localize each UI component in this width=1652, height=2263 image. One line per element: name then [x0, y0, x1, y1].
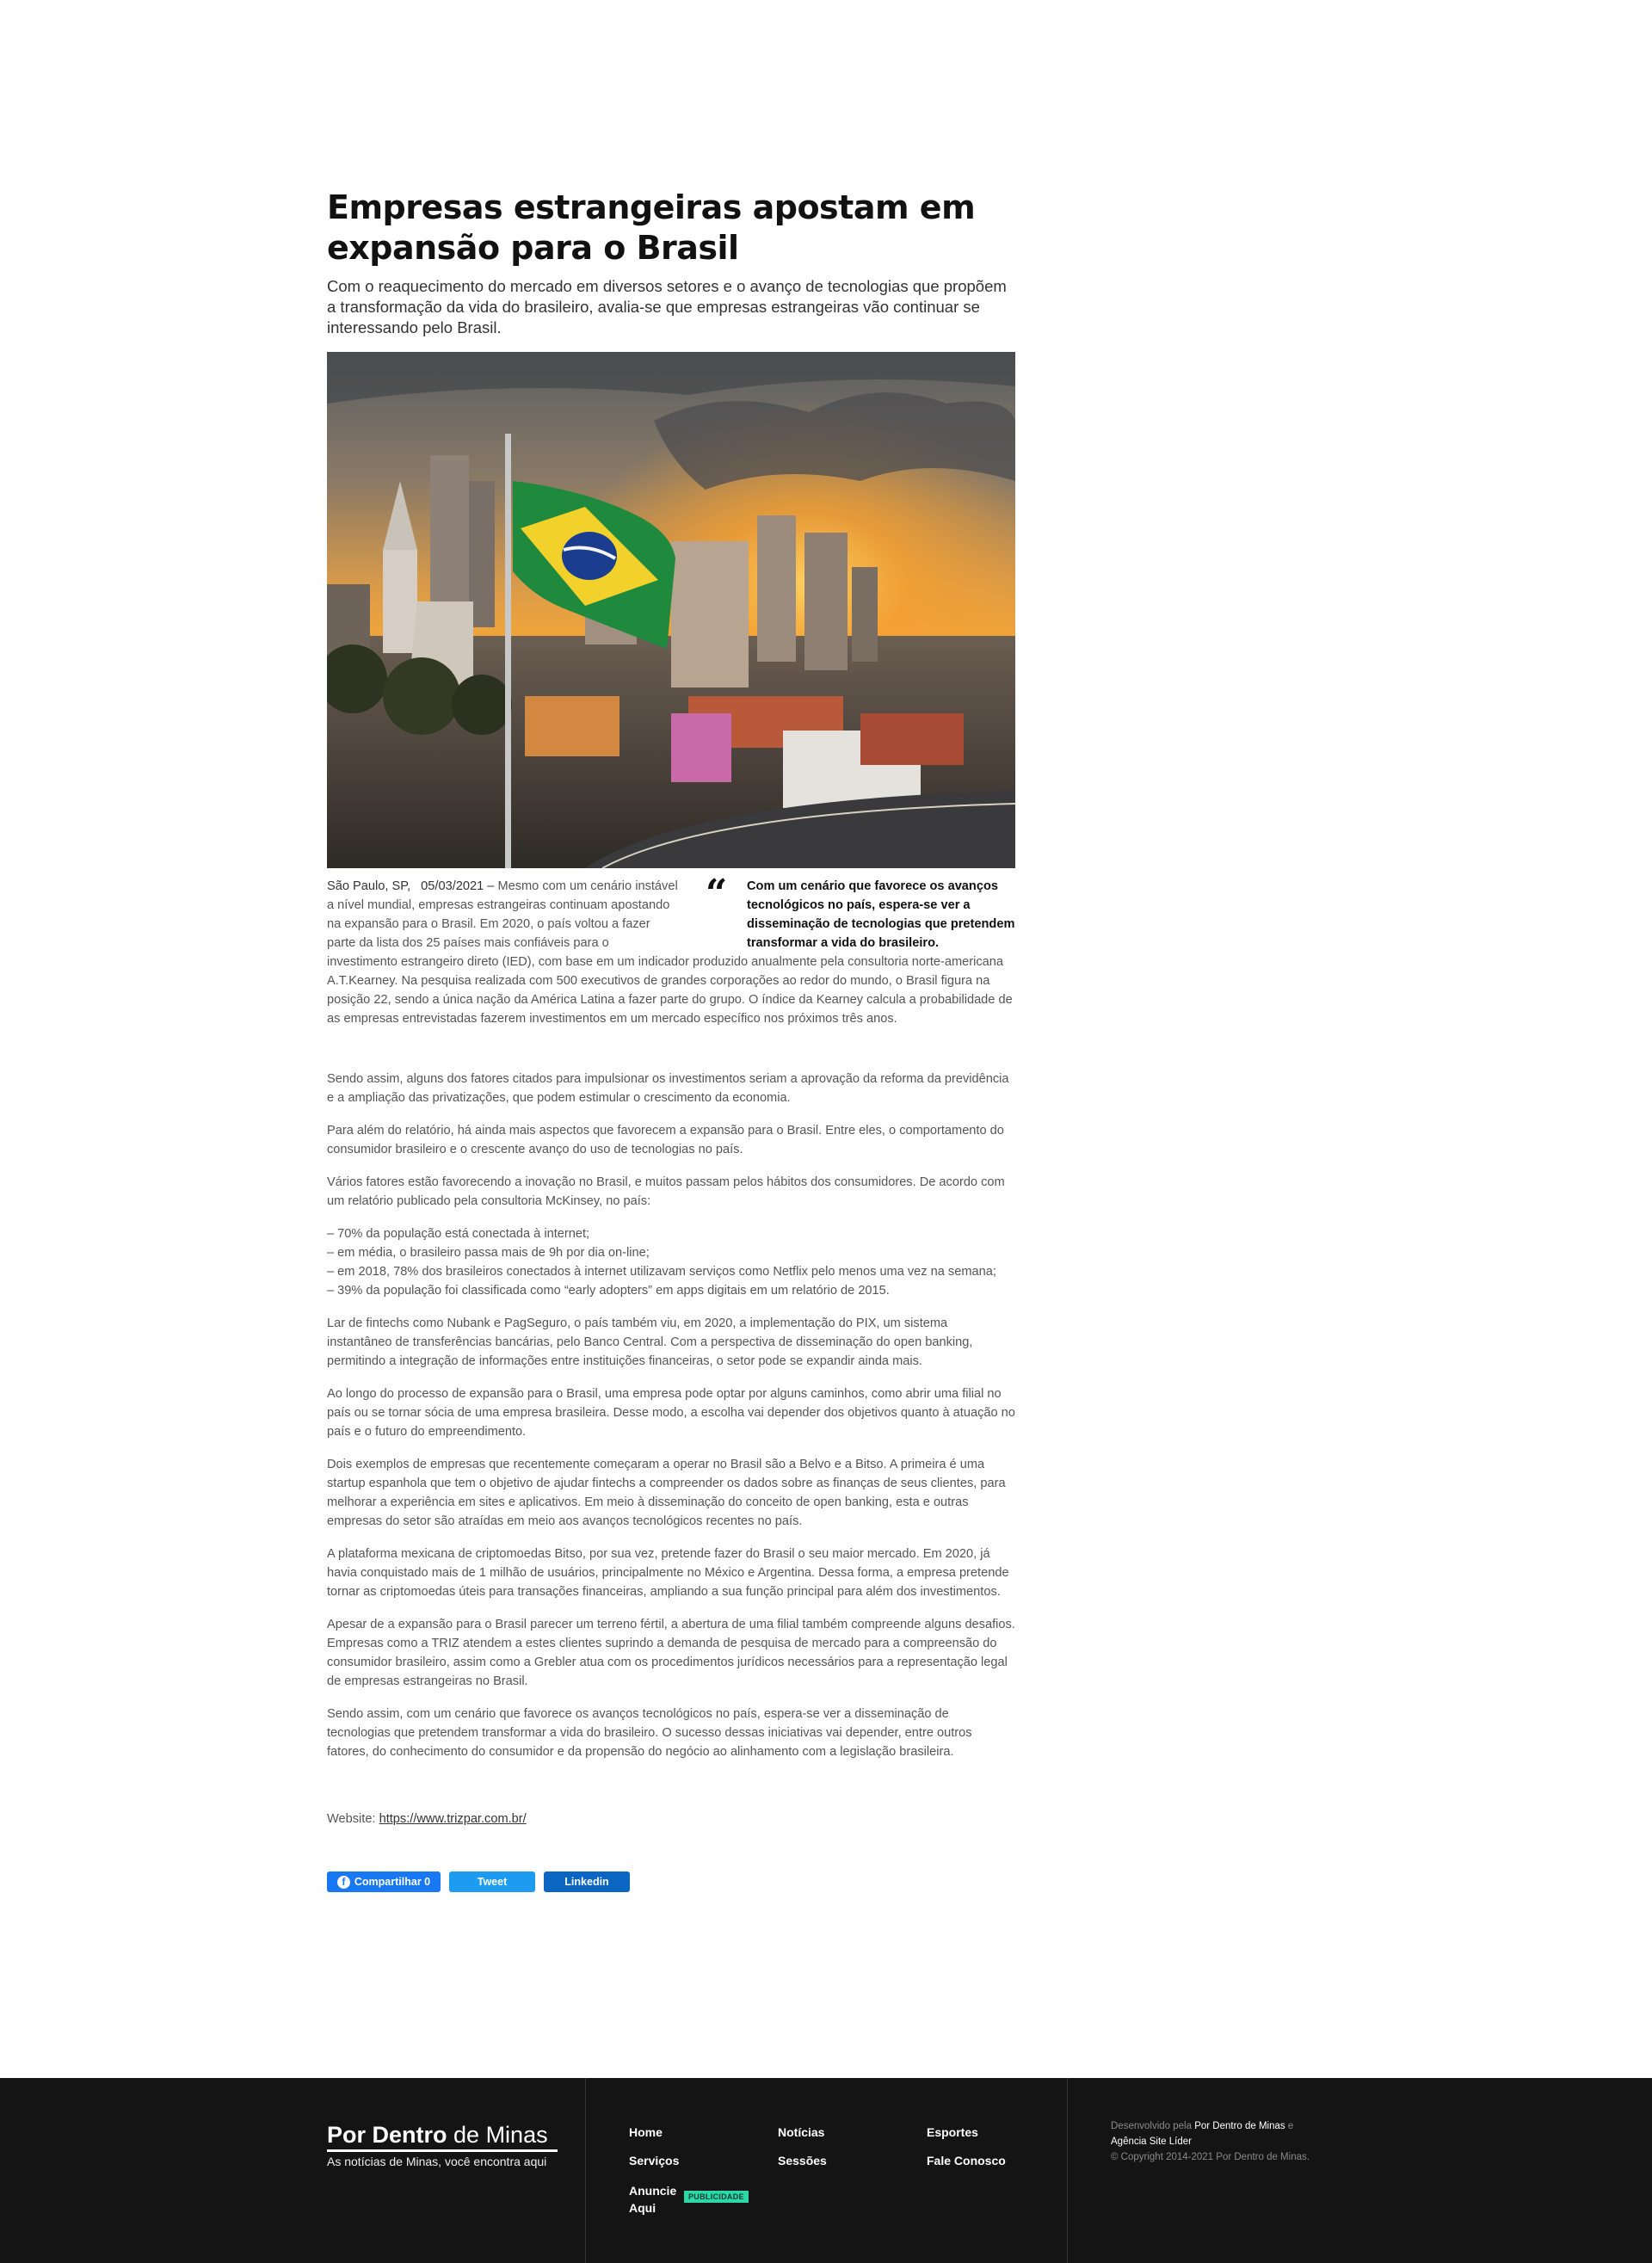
list-item: – 39% da população foi classificada como “early adopters” em apps digitais em um relatório de 2015.: [327, 1284, 890, 1298]
footer-credits: [1111, 2118, 1317, 2165]
anuncie-line1: Anuncie: [629, 2184, 677, 2198]
paragraph: Vários fatores estão favorecendo a inovação no Brasil, e muitos passam pelos hábitos dos consumidores. De acordo com um relatório publicado pela consultoria McKinsey, no país:: [327, 1175, 1005, 1208]
article-location: São Paulo, SP,: [327, 879, 411, 893]
footer-link-home[interactable]: Home: [629, 2125, 663, 2139]
paragraph: Para além do relatório, há ainda mais aspectos que favorecem a expansão para o Brasil. Entre eles, o comportamento do consumidor brasileiro e o crescente avanço do uso de tecnologias no país.: [327, 1124, 1004, 1156]
article-subtitle: Com o reaquecimento do mercado em diversos setores e o avanço de tecnologias que propõem a transformação da vida do brasileiro, avalia-se que empresas estrangeiras vão continuar se interessando pelo Brasil.: [327, 277, 1007, 336]
website-line: [327, 1810, 1015, 1828]
footer-divider: [585, 2078, 586, 2263]
dev-prefix: Desenvolvido pela: [1111, 2121, 1192, 2131]
paragraph: Dois exemplos de empresas que recentemente começaram a operar no Brasil são a Belvo e a Bitso. A primeira é uma startup espanhola que tem o objetivo de ajudar fintechs a compreender os dados sobre as finanças de seus clientes, para melhorar a experiência em sites e aplicativos. Em meio à disseminação do conceito de open banking, esta e outras empresas do setor são atraídas em meio aos avanços tecnológicos recentes no país.: [327, 1458, 1006, 1528]
anuncie-line2: Aqui: [629, 2201, 656, 2215]
site-logo[interactable]: [327, 2121, 558, 2169]
quote-icon: “: [706, 872, 728, 916]
credit-company-1[interactable]: Por Dentro de Minas: [1194, 2121, 1285, 2131]
pull-quote-text: Com um cenário que favorece os avanços tecnológicos no país, espera-se ver a disseminação de tecnologias que pretendem transformar a vida do brasileiro.: [747, 879, 1015, 950]
footer-link-servicos[interactable]: Serviços: [629, 2154, 680, 2167]
footer-link-anuncie-aqui[interactable]: [629, 2182, 676, 2217]
publicidade-badge: PUBLICIDADE: [684, 2191, 749, 2203]
paragraph: A plataforma mexicana de criptomoedas Bitso, por sua vez, pretende fazer do Brasil o seu maior mercado. Em 2020, já havia conquistado mais de 1 milhão de usuários, principalmente no México e Argentina. Dessa forma, a empresa pretende tornar as criptomoedas úteis para transações financeiras, ampliando a sua função principal para além dos investimentos.: [327, 1547, 1009, 1599]
paragraph: Ao longo do processo de expansão para o Brasil, uma empresa pode optar por alguns caminhos, como abrir uma filial no país ou se tornar sócia de uma empresa brasileira. Desse modo, a escolha vai depender dos objetivos quanto à atuação no país e o futuro do empreendimento.: [327, 1387, 1015, 1439]
list-item: – em média, o brasileiro passa mais de 9h por dia on-line;: [327, 1246, 650, 1260]
logo-tagline: As notícias de Minas, você encontra aqui: [327, 2155, 547, 2168]
logo-regular: de Minas: [453, 2122, 548, 2148]
website-link[interactable]: https://www.trizpar.com.br/: [379, 1812, 527, 1826]
logo-underline: [327, 2149, 558, 2152]
linkedin-share-button[interactable]: Linkedin: [544, 1871, 630, 1892]
copyright: © Copyright 2014-2021 Por Dentro de Minas.: [1111, 2152, 1310, 2162]
stats-list: [327, 1224, 1015, 1300]
article-body: [327, 872, 1015, 1892]
list-item: – em 2018, 78% dos brasileiros conectados à internet utilizavam serviços como Netflix pelo menos uma vez na semana;: [327, 1265, 996, 1279]
credit-conjunction: e: [1287, 2121, 1294, 2131]
tweet-button[interactable]: Tweet: [449, 1871, 535, 1892]
hero-image-brazil-flag-city: [327, 352, 1015, 868]
facebook-share-label: Compartilhar 0: [354, 1876, 431, 1888]
pull-quote: [706, 872, 1015, 953]
footer-link-noticias[interactable]: Notícias: [778, 2125, 825, 2139]
paragraph: Sendo assim, alguns dos fatores citados para impulsionar os investimentos seriam a aprovação da reforma da previdência e a ampliação das privatizações, que podem estimular o crescimento da economia.: [327, 1072, 1009, 1105]
article-title: Empresas estrangeiras apostam em expansão para o Brasil: [327, 188, 976, 267]
site-footer: [0, 2078, 1652, 2263]
article-date: 05/03/2021 –: [421, 879, 495, 893]
footer-link-fale-conosco[interactable]: Fale Conosco: [927, 2154, 1006, 2167]
article: [327, 188, 1015, 1892]
credit-company-2[interactable]: Agência Site Líder: [1111, 2137, 1192, 2147]
website-label: Website:: [327, 1812, 376, 1826]
list-item: – 70% da população está conectada à internet;: [327, 1227, 590, 1241]
footer-link-sessoes[interactable]: Sessões: [778, 2154, 827, 2167]
paragraph: Sendo assim, com um cenário que favorece os avanços tecnológicos no país, espera-se ver a disseminação de tecnologias que pretendem transformar a vida do brasileiro. O sucesso dessas iniciativas vai depender, entre outros fatores, do conhecimento do consumidor e da propensão do negócio ao alinhamento com a legislação brasileira.: [327, 1707, 972, 1759]
logo-bold: Por Dentro: [327, 2122, 447, 2148]
paragraph: Lar de fintechs como Nubank e PagSeguro, o país também viu, em 2020, a implementação do PIX, um sistema instantâneo de transferências bancárias, pelo Banco Central. Com a perspectiva de disseminação do open banking, permitindo a integração de informações entre instituições financeiras, o setor pode se expandir ainda mais.: [327, 1316, 973, 1368]
footer-link-esportes[interactable]: Esportes: [927, 2125, 978, 2139]
facebook-icon: f: [337, 1876, 350, 1889]
paragraph: Apesar de a expansão para o Brasil parecer um terreno fértil, a abertura de uma filial também compreende alguns desafios. Empresas como a TRIZ atendem a estes clientes suprindo a demanda de pesquisa de mercado para a compreensão do consumidor brasileiro, assim como a Grebler atua com os procedimentos jurídicos necessários para a representação legal de empresas estrangeiras no Brasil.: [327, 1618, 1015, 1688]
footer-divider: [1067, 2078, 1068, 2263]
share-buttons: [327, 1871, 1015, 1892]
facebook-share-button[interactable]: [327, 1871, 441, 1892]
lead-paragraph-text: Mesmo com um cenário instável a nível mundial, empresas estrangeiras continuam apostando na expansão para o Brasil. Em 2020, o país voltou a fazer parte da lista dos 25 países mais confiáveis para o investimento estrangeiro direto (IED), com base em um indicador produzido anualmente pela consultoria norte-americana A.T.Kearney. Na pesquisa realizada com 500 executivos de grandes corporações ao redor do mundo, o Brasil figura na posição 22, sendo a única nação da América Latina a fazer parte do grupo. O índice da Kearney calcula a probabilidade de as empresas entrevistadas fazerem investimentos em um mercado específico nos próximos três anos.: [327, 879, 1013, 1026]
